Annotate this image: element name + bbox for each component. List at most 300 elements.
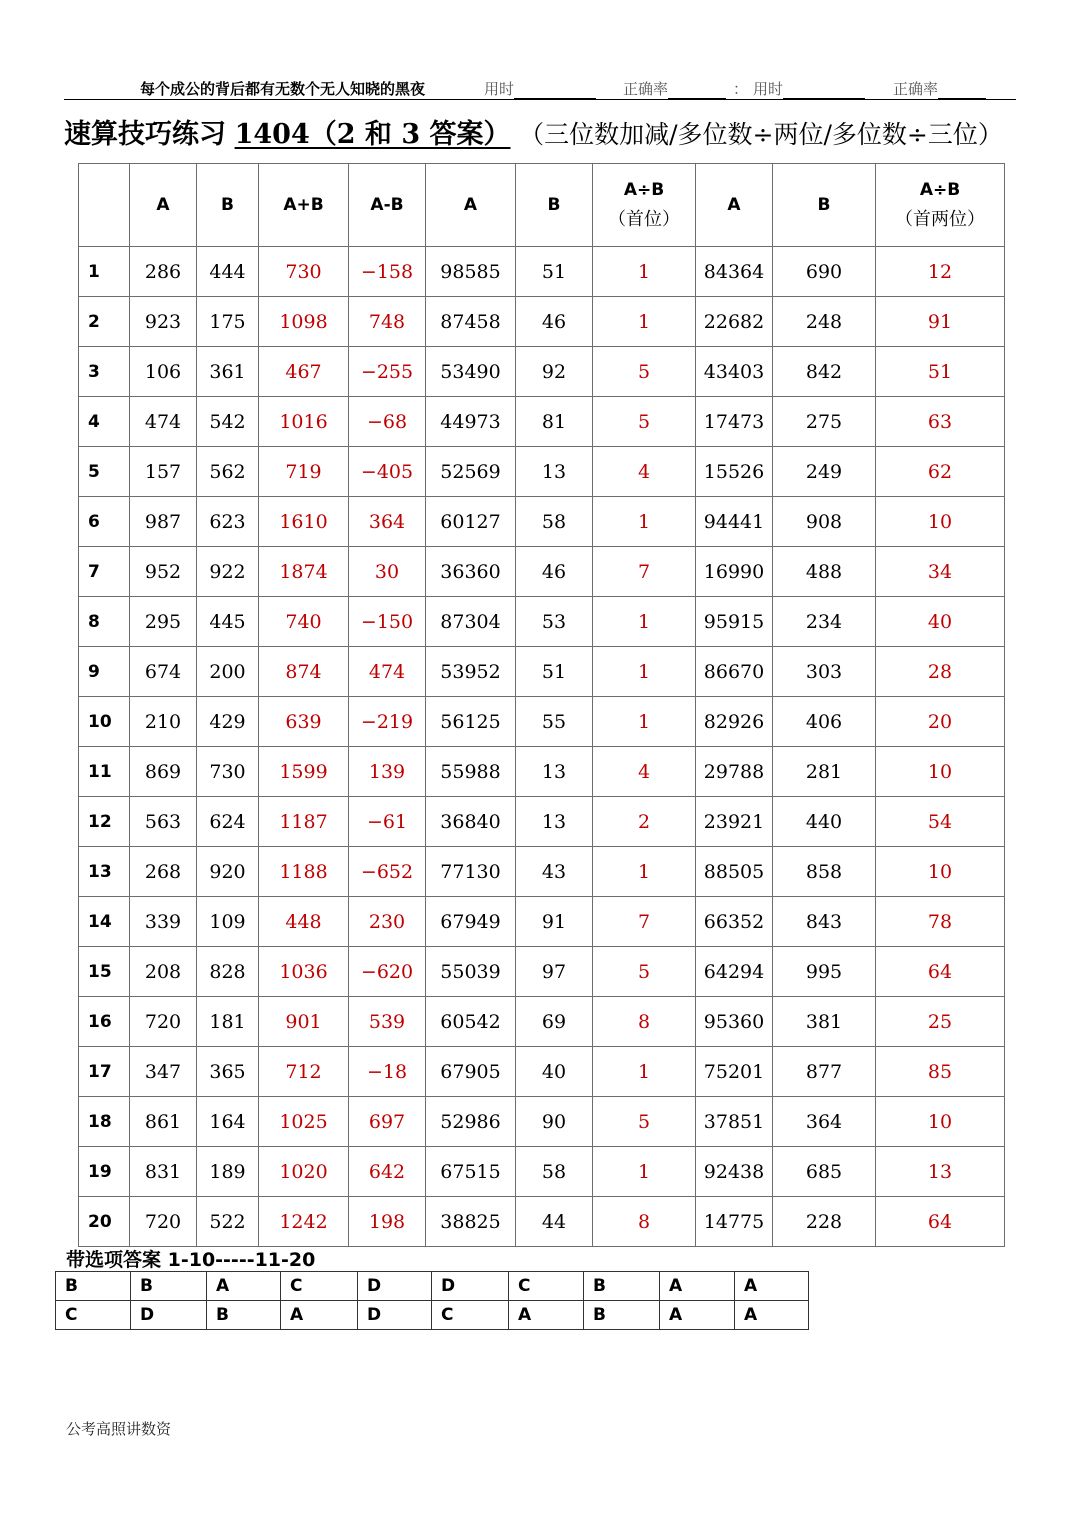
answer-cell: 1036: [259, 947, 349, 997]
table-row: [79, 647, 1005, 697]
column-header: [130, 164, 197, 247]
table-cell: 347: [130, 1047, 197, 1097]
table-cell: 55039: [426, 947, 516, 997]
table-cell: 922: [197, 547, 259, 597]
table-cell: 53490: [426, 347, 516, 397]
table-cell: 60542: [426, 997, 516, 1047]
table-cell: 281: [773, 747, 876, 797]
column-header: [349, 164, 426, 247]
row-number: 4: [79, 397, 130, 447]
time-label-1: 用时: [484, 80, 515, 98]
table-cell: 13: [516, 447, 593, 497]
accuracy-label-2: 正确率: [893, 80, 939, 98]
answer-cell: −158: [349, 247, 426, 297]
table-cell: 623: [197, 497, 259, 547]
table-cell: 46: [516, 547, 593, 597]
answer-cell: 78: [876, 897, 1005, 947]
answer-cell: 712: [259, 1047, 349, 1097]
table-cell: 51: [516, 647, 593, 697]
answer-cell: −61: [349, 797, 426, 847]
options-row: [56, 1272, 809, 1301]
table-cell: 157: [130, 447, 197, 497]
answer-cell: −150: [349, 597, 426, 647]
table-cell: 67949: [426, 897, 516, 947]
table-cell: 106: [130, 347, 197, 397]
answer-cell: 474: [349, 647, 426, 697]
table-cell: 861: [130, 1097, 197, 1147]
option-answer-cell: A: [660, 1301, 735, 1330]
table-row: [79, 797, 1005, 847]
table-cell: 440: [773, 797, 876, 847]
answer-cell: 10: [876, 497, 1005, 547]
answer-cell: −620: [349, 947, 426, 997]
footer-text: 公考高照讲数资: [66, 1420, 172, 1438]
time-blank-2: [783, 84, 865, 99]
answer-cell: 28: [876, 647, 1005, 697]
table-row: [79, 247, 1005, 297]
row-number: 13: [79, 847, 130, 897]
table-cell: 303: [773, 647, 876, 697]
table-cell: 64294: [696, 947, 773, 997]
table-cell: 831: [130, 1147, 197, 1197]
table-cell: 445: [197, 597, 259, 647]
option-answer-cell: A: [735, 1301, 809, 1330]
time-label-2: 用时: [753, 80, 784, 98]
table-cell: 97: [516, 947, 593, 997]
answer-cell: 64: [876, 1197, 1005, 1247]
table-cell: 249: [773, 447, 876, 497]
table-cell: 22682: [696, 297, 773, 347]
table-cell: 56125: [426, 697, 516, 747]
table-cell: 286: [130, 247, 197, 297]
table-cell: 95915: [696, 597, 773, 647]
table-cell: 828: [197, 947, 259, 997]
answer-cell: 54: [876, 797, 1005, 847]
answer-cell: 1098: [259, 297, 349, 347]
answer-cell: 10: [876, 747, 1005, 797]
table-cell: 109: [197, 897, 259, 947]
table-row: [79, 947, 1005, 997]
column-header: [259, 164, 349, 247]
row-number: 18: [79, 1097, 130, 1147]
separator: ：: [733, 80, 749, 98]
answer-cell: 230: [349, 897, 426, 947]
column-header: [696, 164, 773, 247]
column-header-label: A÷B: [623, 180, 665, 200]
table-row: [79, 1197, 1005, 1247]
motto-text: 每个成公的背后都有无数个无人知晓的黑夜: [140, 80, 426, 98]
answer-cell: 25: [876, 997, 1005, 1047]
table-cell: 55: [516, 697, 593, 747]
answer-cell: 1599: [259, 747, 349, 797]
table-cell: 94441: [696, 497, 773, 547]
answer-cell: 30: [349, 547, 426, 597]
answer-cell: 85: [876, 1047, 1005, 1097]
table-cell: 228: [773, 1197, 876, 1247]
table-cell: 995: [773, 947, 876, 997]
table-cell: 920: [197, 847, 259, 897]
table-cell: 58: [516, 497, 593, 547]
column-header-label: A÷B: [919, 180, 961, 200]
table-cell: 91: [516, 897, 593, 947]
row-number: 6: [79, 497, 130, 547]
table-cell: 15526: [696, 447, 773, 497]
answer-cell: 1: [593, 247, 696, 297]
table-cell: 234: [773, 597, 876, 647]
answer-cell: 20: [876, 697, 1005, 747]
answer-cell: 10: [876, 1097, 1005, 1147]
table-cell: 952: [130, 547, 197, 597]
table-row: [79, 897, 1005, 947]
table-cell: 858: [773, 847, 876, 897]
answer-cell: 5: [593, 347, 696, 397]
table-row: [79, 397, 1005, 447]
answer-cell: 63: [876, 397, 1005, 447]
options-body: [56, 1272, 809, 1330]
table-header: [79, 164, 1005, 247]
table-cell: 987: [130, 497, 197, 547]
row-number: 19: [79, 1147, 130, 1197]
table-cell: 17473: [696, 397, 773, 447]
answer-cell: 10: [876, 847, 1005, 897]
table-row: [79, 447, 1005, 497]
table-cell: 88505: [696, 847, 773, 897]
answer-cell: 62: [876, 447, 1005, 497]
table-cell: 40: [516, 1047, 593, 1097]
answer-cell: 1020: [259, 1147, 349, 1197]
answer-cell: −219: [349, 697, 426, 747]
table-cell: 908: [773, 497, 876, 547]
title-code: 1404（2 和 3 答案）: [234, 119, 511, 150]
header-divider: [64, 99, 1016, 100]
table-cell: 361: [197, 347, 259, 397]
option-answer-cell: A: [281, 1301, 358, 1330]
answer-cell: 748: [349, 297, 426, 347]
row-number: 2: [79, 297, 130, 347]
answer-cell: 642: [349, 1147, 426, 1197]
answer-cell: 467: [259, 347, 349, 397]
option-answer-cell: C: [432, 1301, 509, 1330]
table-cell: 381: [773, 997, 876, 1047]
answer-cell: 1: [593, 847, 696, 897]
table-cell: 406: [773, 697, 876, 747]
column-header: [593, 164, 696, 247]
row-number: 20: [79, 1197, 130, 1247]
table-cell: 36840: [426, 797, 516, 847]
table-cell: 877: [773, 1047, 876, 1097]
table-cell: 295: [130, 597, 197, 647]
table-cell: 43403: [696, 347, 773, 397]
table-cell: 542: [197, 397, 259, 447]
answer-cell: 1: [593, 597, 696, 647]
table-cell: 364: [773, 1097, 876, 1147]
answer-cell: 539: [349, 997, 426, 1047]
answer-cell: 5: [593, 1097, 696, 1147]
table-cell: 923: [130, 297, 197, 347]
table-cell: 52986: [426, 1097, 516, 1147]
answer-cell: 1187: [259, 797, 349, 847]
table-cell: 720: [130, 1197, 197, 1247]
page-title: [64, 112, 1003, 151]
table-cell: 53: [516, 597, 593, 647]
table-cell: 189: [197, 1147, 259, 1197]
option-answer-cell: B: [207, 1301, 281, 1330]
table-cell: 522: [197, 1197, 259, 1247]
column-header-label: A+B: [283, 195, 324, 215]
table-cell: 365: [197, 1047, 259, 1097]
answer-cell: −255: [349, 347, 426, 397]
table-cell: 842: [773, 347, 876, 397]
option-answer-cell: C: [281, 1272, 358, 1301]
table-cell: 44973: [426, 397, 516, 447]
row-number: 9: [79, 647, 130, 697]
answer-cell: 40: [876, 597, 1005, 647]
table-cell: 14775: [696, 1197, 773, 1247]
practice-table: [78, 163, 1005, 1247]
title-subtitle: （三位数加减/多位数÷两位/多位数÷三位）: [519, 120, 1003, 149]
answer-cell: 1: [593, 1047, 696, 1097]
table-cell: 84364: [696, 247, 773, 297]
answer-cell: 2: [593, 797, 696, 847]
row-number: 8: [79, 597, 130, 647]
table-row: [79, 747, 1005, 797]
table-cell: 444: [197, 247, 259, 297]
row-number: 7: [79, 547, 130, 597]
table-cell: 869: [130, 747, 197, 797]
row-number: 5: [79, 447, 130, 497]
table-cell: 488: [773, 547, 876, 597]
answer-cell: 1874: [259, 547, 349, 597]
option-answer-cell: D: [358, 1272, 432, 1301]
table-cell: 843: [773, 897, 876, 947]
accuracy-field-2: [893, 78, 986, 99]
table-cell: 29788: [696, 747, 773, 797]
table-cell: 55988: [426, 747, 516, 797]
option-answer-cell: C: [509, 1272, 584, 1301]
table-cell: 69: [516, 997, 593, 1047]
table-cell: 275: [773, 397, 876, 447]
table-cell: 60127: [426, 497, 516, 547]
table-row: [79, 347, 1005, 397]
column-header-label: A: [727, 195, 741, 215]
answer-cell: 198: [349, 1197, 426, 1247]
answer-cell: 874: [259, 647, 349, 697]
accuracy-blank-2: [938, 84, 986, 99]
answer-cell: 639: [259, 697, 349, 747]
answer-cell: 901: [259, 997, 349, 1047]
table-cell: 38825: [426, 1197, 516, 1247]
row-number: 11: [79, 747, 130, 797]
answer-cell: 139: [349, 747, 426, 797]
table-cell: 43: [516, 847, 593, 897]
row-number: 14: [79, 897, 130, 947]
answer-cell: 5: [593, 397, 696, 447]
table-row: [79, 847, 1005, 897]
column-header-label: A-B: [370, 195, 404, 215]
column-header: [79, 164, 130, 247]
table-cell: 181: [197, 997, 259, 1047]
table-cell: 339: [130, 897, 197, 947]
column-header-sublabel: （首两位）: [895, 209, 985, 230]
table-cell: 268: [130, 847, 197, 897]
answer-cell: 1: [593, 647, 696, 697]
table-cell: 90: [516, 1097, 593, 1147]
table-cell: 67905: [426, 1047, 516, 1097]
column-header-label: B: [817, 195, 831, 215]
table-cell: 164: [197, 1097, 259, 1147]
answer-cell: 1025: [259, 1097, 349, 1147]
table-row: [79, 697, 1005, 747]
options-table: [55, 1271, 809, 1330]
column-header: [197, 164, 259, 247]
column-header: [426, 164, 516, 247]
table-cell: 44: [516, 1197, 593, 1247]
time-blank-1: [514, 84, 596, 99]
table-cell: 46: [516, 297, 593, 347]
column-header: [516, 164, 593, 247]
answer-cell: 91: [876, 297, 1005, 347]
table-cell: 730: [197, 747, 259, 797]
table-row: [79, 997, 1005, 1047]
column-header-label: A: [156, 195, 170, 215]
answer-cell: 13: [876, 1147, 1005, 1197]
option-answer-cell: A: [735, 1272, 809, 1301]
table-cell: 690: [773, 247, 876, 297]
answer-cell: −405: [349, 447, 426, 497]
table-cell: 563: [130, 797, 197, 847]
table-cell: 13: [516, 797, 593, 847]
answer-cell: 448: [259, 897, 349, 947]
option-answer-cell: B: [131, 1272, 207, 1301]
option-answer-cell: B: [56, 1272, 131, 1301]
table-row: [79, 497, 1005, 547]
page-header: [0, 0, 1080, 100]
column-header-label: B: [221, 195, 234, 215]
answer-cell: 1: [593, 697, 696, 747]
table-cell: 67515: [426, 1147, 516, 1197]
table-row: [79, 547, 1005, 597]
table-cell: 562: [197, 447, 259, 497]
answer-cell: 7: [593, 547, 696, 597]
column-header: [773, 164, 876, 247]
answer-cell: 1016: [259, 397, 349, 447]
column-header-label: A: [463, 195, 478, 215]
row-number: 17: [79, 1047, 130, 1097]
answer-cell: 51: [876, 347, 1005, 397]
answer-cell: 1188: [259, 847, 349, 897]
answer-cell: −18: [349, 1047, 426, 1097]
time-field-2: [753, 78, 865, 99]
table-cell: 98585: [426, 247, 516, 297]
row-number: 12: [79, 797, 130, 847]
table-cell: 82926: [696, 697, 773, 747]
header-row: [79, 164, 1005, 247]
option-answer-cell: B: [584, 1272, 660, 1301]
answer-cell: 8: [593, 1197, 696, 1247]
option-answer-cell: B: [584, 1301, 660, 1330]
table-cell: 210: [130, 697, 197, 747]
table-cell: 95360: [696, 997, 773, 1047]
table-cell: 52569: [426, 447, 516, 497]
answer-cell: 5: [593, 947, 696, 997]
answer-cell: 12: [876, 247, 1005, 297]
answer-cell: 34: [876, 547, 1005, 597]
table-cell: 624: [197, 797, 259, 847]
time-field-1: [484, 78, 596, 99]
option-answer-cell: A: [207, 1272, 281, 1301]
answer-cell: 730: [259, 247, 349, 297]
accuracy-label-1: 正确率: [623, 80, 669, 98]
title-main: 速算技巧练习: [64, 119, 226, 150]
table-cell: 13: [516, 747, 593, 797]
table-cell: 92: [516, 347, 593, 397]
table-cell: 77130: [426, 847, 516, 897]
table-row: [79, 1097, 1005, 1147]
answer-cell: 4: [593, 447, 696, 497]
answer-cell: 719: [259, 447, 349, 497]
table-cell: 37851: [696, 1097, 773, 1147]
table-cell: 23921: [696, 797, 773, 847]
table-cell: 16990: [696, 547, 773, 597]
option-answer-cell: D: [131, 1301, 207, 1330]
answer-cell: 1: [593, 1147, 696, 1197]
table-cell: 51: [516, 247, 593, 297]
answer-cell: 8: [593, 997, 696, 1047]
row-number: 1: [79, 247, 130, 297]
column-header-sublabel: （首位）: [608, 209, 680, 230]
table-cell: 208: [130, 947, 197, 997]
table-cell: 36360: [426, 547, 516, 597]
table-cell: 248: [773, 297, 876, 347]
options-title: 带选项答案 1-10-----11-20: [66, 1249, 316, 1271]
answer-cell: 1: [593, 497, 696, 547]
column-header-label: B: [547, 195, 561, 215]
option-answer-cell: A: [509, 1301, 584, 1330]
column-header: [876, 164, 1005, 247]
answer-cell: 364: [349, 497, 426, 547]
table-cell: 87458: [426, 297, 516, 347]
table-cell: 175: [197, 297, 259, 347]
table-cell: 674: [130, 647, 197, 697]
answer-cell: 1242: [259, 1197, 349, 1247]
answer-cell: 4: [593, 747, 696, 797]
table-row: [79, 597, 1005, 647]
table-cell: 429: [197, 697, 259, 747]
table-cell: 92438: [696, 1147, 773, 1197]
row-number: 16: [79, 997, 130, 1047]
row-number: 15: [79, 947, 130, 997]
answer-cell: 740: [259, 597, 349, 647]
answer-cell: 64: [876, 947, 1005, 997]
row-number: 3: [79, 347, 130, 397]
table-cell: 75201: [696, 1047, 773, 1097]
option-answer-cell: C: [56, 1301, 131, 1330]
accuracy-field-1: [623, 78, 726, 99]
table-cell: 66352: [696, 897, 773, 947]
answer-cell: −652: [349, 847, 426, 897]
table-cell: 58: [516, 1147, 593, 1197]
table-cell: 86670: [696, 647, 773, 697]
table-cell: 53952: [426, 647, 516, 697]
answer-cell: 697: [349, 1097, 426, 1147]
table-body: [79, 247, 1005, 1247]
table-cell: 87304: [426, 597, 516, 647]
table-cell: 685: [773, 1147, 876, 1197]
options-row: [56, 1301, 809, 1330]
option-answer-cell: D: [432, 1272, 509, 1301]
option-answer-cell: A: [660, 1272, 735, 1301]
row-number: 10: [79, 697, 130, 747]
